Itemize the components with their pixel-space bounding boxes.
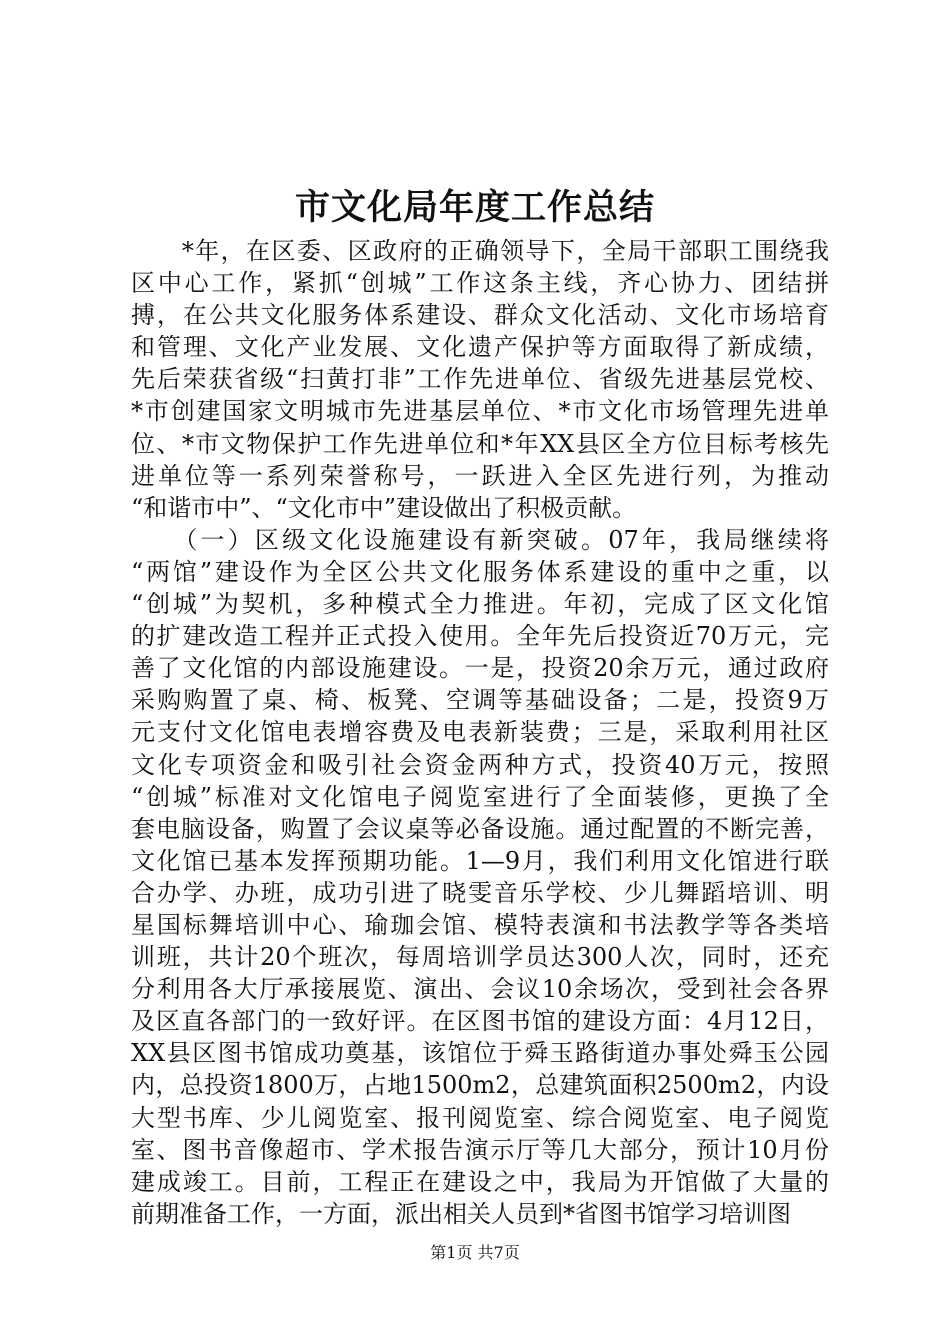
text-line: 内，总投资1800万，占地1500m2，总建筑面积2500m2，内设 — [131, 1071, 829, 1100]
text-line: 训班，共计20个班次，每周培训学员达300人次，同时，还充 — [131, 943, 829, 972]
text-line: 分利用各大厅承接展览、演出、会议10余场次，受到社会各界 — [131, 975, 829, 1004]
paragraph-1 — [131, 235, 829, 524]
text-line: 及区直各部门的一致好评。在区图书馆的建设方面：4月12日， — [131, 1007, 829, 1036]
text-line: 建成竣工。目前，工程正在建设之中，我局为开馆做了大量的 — [131, 1167, 829, 1196]
text-line: *市创建国家文明城市先进基层单位、*市文化市场管理先进单 — [131, 397, 829, 426]
text-line: “和谐市中”、“文化市中”建设做出了积极贡献。 — [131, 493, 637, 522]
text-line: 元支付文化馆电表增容费及电表新装费；三是，采取利用社区 — [131, 718, 829, 747]
text-line: 室、图书音像超市、学术报告演示厅等几大部分，预计10月份 — [131, 1135, 829, 1164]
document-title: 市文化局年度工作总结 — [294, 187, 655, 228]
text-line: 大型书库、少儿阅览室、报刊阅览室、综合阅览室、电子阅览 — [131, 1103, 829, 1132]
text-line: “创城”为契机，多种模式全力推进。年初，完成了区文化馆 — [131, 590, 829, 619]
text-line: （一）区级文化设施建设有新突破。07年，我局继续将 — [131, 525, 829, 554]
text-line: 套电脑设备，购置了会议桌等必备设施。通过配置的不断完善， — [131, 814, 829, 843]
text-line: 的扩建改造工程并正式投入使用。全年先后投资近70万元，完 — [131, 622, 829, 651]
text-line: 采购购置了桌、椅、板凳、空调等基础设备；二是，投资9万 — [131, 686, 829, 715]
text-line: 文化馆已基本发挥预期功能。1—9月，我们利用文化馆进行联 — [131, 846, 829, 875]
text-line: 搏，在公共文化服务体系建设、群众文化活动、文化市场培育 — [131, 301, 829, 330]
text-line: 星国标舞培训中心、瑜珈会馆、模特表演和书法教学等各类培 — [131, 910, 829, 939]
text-line: “创城”标准对文化馆电子阅览室进行了全面装修，更换了全 — [131, 782, 829, 811]
text-line: 善了文化馆的内部设施建设。一是，投资20余万元，通过政府 — [131, 654, 829, 683]
text-line: 前期准备工作，一方面，派出相关人员到*省图书馆学习培训图 — [131, 1199, 791, 1228]
text-line: 和管理、文化产业发展、文化遗产保护等方面取得了新成绩， — [131, 333, 829, 362]
text-line: 合办学、办班，成功引进了晓雯音乐学校、少儿舞蹈培训、明 — [131, 878, 829, 907]
paragraph-2 — [131, 524, 829, 1230]
text-line: 区中心工作，紧抓“创城”工作这条主线，齐心协力、团结拼 — [131, 269, 829, 298]
text-line: “两馆”建设作为全区公共文化服务体系建设的重中之重，以 — [131, 557, 829, 586]
text-line: *年，在区委、区政府的正确领导下，全局干部职工围绕我 — [131, 237, 829, 265]
text-line: 文化专项资金和吸引社会资金两种方式，投资40万元，按照 — [131, 750, 829, 779]
page-footer: 第1页 共7页 — [430, 1243, 520, 1262]
text-line: 先后荣获省级“扫黄打非”工作先进单位、省级先进基层党校、 — [131, 365, 829, 394]
text-line: XX县区图书馆成功奠基，该馆位于舜玉路街道办事处舜玉公园 — [131, 1039, 829, 1068]
text-line: 进单位等一系列荣誉称号，一跃进入全区先进行列，为推动 — [131, 461, 829, 490]
document-body — [131, 235, 829, 1230]
text-line: 位、*市文物保护工作先进单位和*年XX县区全方位目标考核先 — [131, 429, 829, 458]
